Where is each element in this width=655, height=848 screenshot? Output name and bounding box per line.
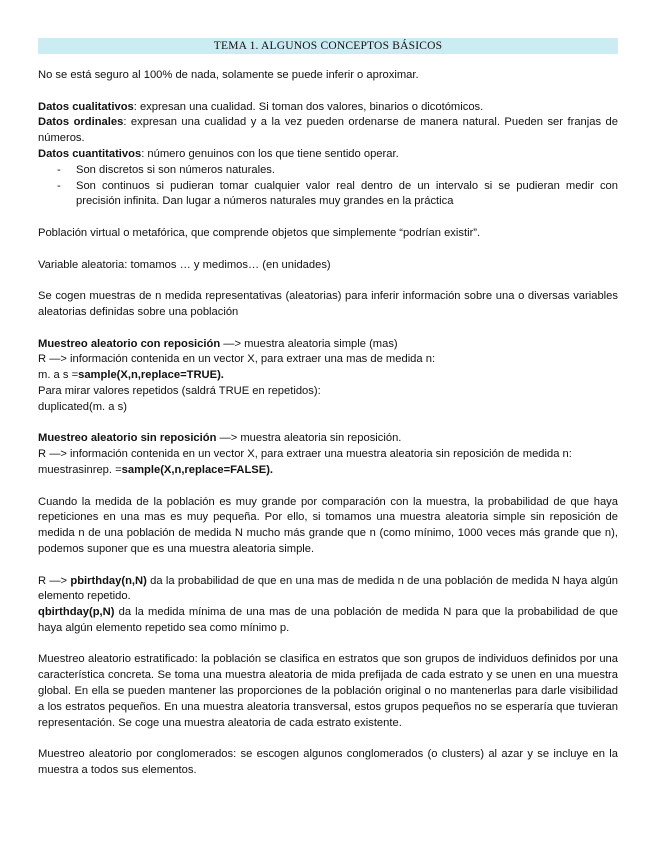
term-label: Datos cualitativos <box>38 100 134 113</box>
term-label: Datos ordinales <box>38 116 124 129</box>
definition-text: : expresan una cualidad y a la vez pueden ordenarse de manera natural. Pueden ser franjas de números. <box>38 116 618 145</box>
code-prefix: m. a s = <box>38 369 79 382</box>
datos-cualitativos <box>38 100 618 116</box>
definition-text: : expresan una cualidad. Si toman dos valores, binarios o dicotómicos. <box>133 100 484 113</box>
list-item: - Son continuos si pudieran tomar cualquier valor real dentro de un intervalo si se pudieran medir con precisión infinita. Dan lugar a números naturales muy grandes en la práctica <box>38 179 618 211</box>
duplicated-line: duplicated(m. a s) <box>38 400 127 413</box>
sin-reposicion-heading <box>38 431 618 447</box>
code-prefix: muestrasinrep. = <box>38 463 122 476</box>
definition-text: : número genuinos con los que tiene sentido operar. <box>141 147 399 160</box>
spacer <box>38 84 618 100</box>
definition-text: —> muestra aleatoria sin reposición. <box>216 432 402 445</box>
spacer <box>38 558 618 574</box>
spacer <box>38 273 618 289</box>
spacer <box>38 210 618 226</box>
pbirthday-paragraph <box>38 574 618 606</box>
estratificado-paragraph: Muestreo aleatorio estratificado: la población se clasifica en estratos que son grupos de individuos definidos por una característica concreta. Se toma una muestra aleatoria de mida prefijada de cada estrato y se unen en una muestra global. En ella se pueden mantener las proporciones de la población original o no mantenerlas para darle visibilidad a los estratos pequeños. En una muestra aleatoria transversal, estos grupos pequeños no se esperaría que tuvieran representación. Se coge una muestra aleatoria de cada estrato existente. <box>38 653 618 729</box>
qbirthday-paragraph <box>38 605 618 637</box>
page-title: TEMA 1. ALGUNOS CONCEPTOS BÁSICOS <box>38 38 618 54</box>
con-reposicion-code <box>38 368 618 384</box>
spacer <box>38 479 618 495</box>
code-call: sample(X,n,replace=TRUE). <box>78 369 224 382</box>
medida-grande-paragraph: Cuando la medida de la población es muy grande por comparación con la muestra, la probabilidad de que haya repeticiones en una mas es muy pequeña. Por ello, si tomamos una muestra aleatoria simple sin reposición de medida n de una población de medida N mucho más grande que n (como mínimo, 1000 veces más grande que n), podemos suponer que es una muestra aleatoria simple. <box>38 495 618 555</box>
term-label: Muestreo aleatorio con reposición <box>38 337 221 350</box>
spacer <box>38 416 618 432</box>
spacer <box>38 637 618 653</box>
sin-reposicion-r-line: R —> información contenida en un vector X, para extraer una muestra aleatoria sin reposición de medida n: <box>38 448 572 461</box>
con-reposicion-r-line: R —> información contenida en un vector X, para extraer una mas de medida n: <box>38 353 436 366</box>
spacer <box>38 731 618 747</box>
con-reposicion-heading <box>38 337 618 353</box>
repetidos-line: Para mirar valores repetidos (saldrá TRUE en repetidos): <box>38 384 321 397</box>
conglomerados-paragraph: Muestreo aleatorio por conglomerados: se escogen algunos conglomerados (o clusters) al azar y se incluye en la muestra a todos sus elementos. <box>38 748 618 777</box>
bullet-list <box>38 163 618 210</box>
datos-ordinales <box>38 115 618 147</box>
term-label: Datos cuantitativos <box>38 147 142 160</box>
function-name: pbirthday(n,N) <box>70 574 147 587</box>
list-item: - Son discretos si son números naturales. <box>38 163 618 179</box>
function-name: qbirthday(p,N) <box>38 606 115 619</box>
function-description: da la probabilidad de que en una mas de medida n de una población de medida N haya algún elemento repetido. <box>38 574 618 603</box>
datos-cuantitativos <box>38 147 618 163</box>
term-label: Muestreo aleatorio sin reposición <box>38 432 217 445</box>
r-prefix: R —> <box>38 574 71 587</box>
definition-text: —> muestra aleatoria simple (mas) <box>220 337 398 350</box>
function-description: da la medida mínima de una mas de una población de medida N para que la probabilidad de que haya algún elemento repetido sea como mínimo p. <box>38 606 618 634</box>
poblacion-virtual-paragraph: Población virtual o metafórica, que comprende objetos que simplemente “podrían existir”. <box>38 226 481 239</box>
intro-paragraph: No se está seguro al 100% de nada, solamente se puede inferir o aproximar. <box>38 69 419 81</box>
code-call: sample(X,n,replace=FALSE). <box>121 463 274 476</box>
variable-aleatoria-paragraph: Variable aleatoria: tomamos … y medimos… (en unidades) <box>38 258 331 271</box>
sin-reposicion-code <box>38 463 618 479</box>
spacer <box>38 242 618 258</box>
spacer <box>38 321 618 337</box>
muestras-paragraph: Se cogen muestras de n medida representativas (aleatorias) para inferir información sobre una o diversas variables aleatorias definidas sobre una población <box>38 290 618 318</box>
